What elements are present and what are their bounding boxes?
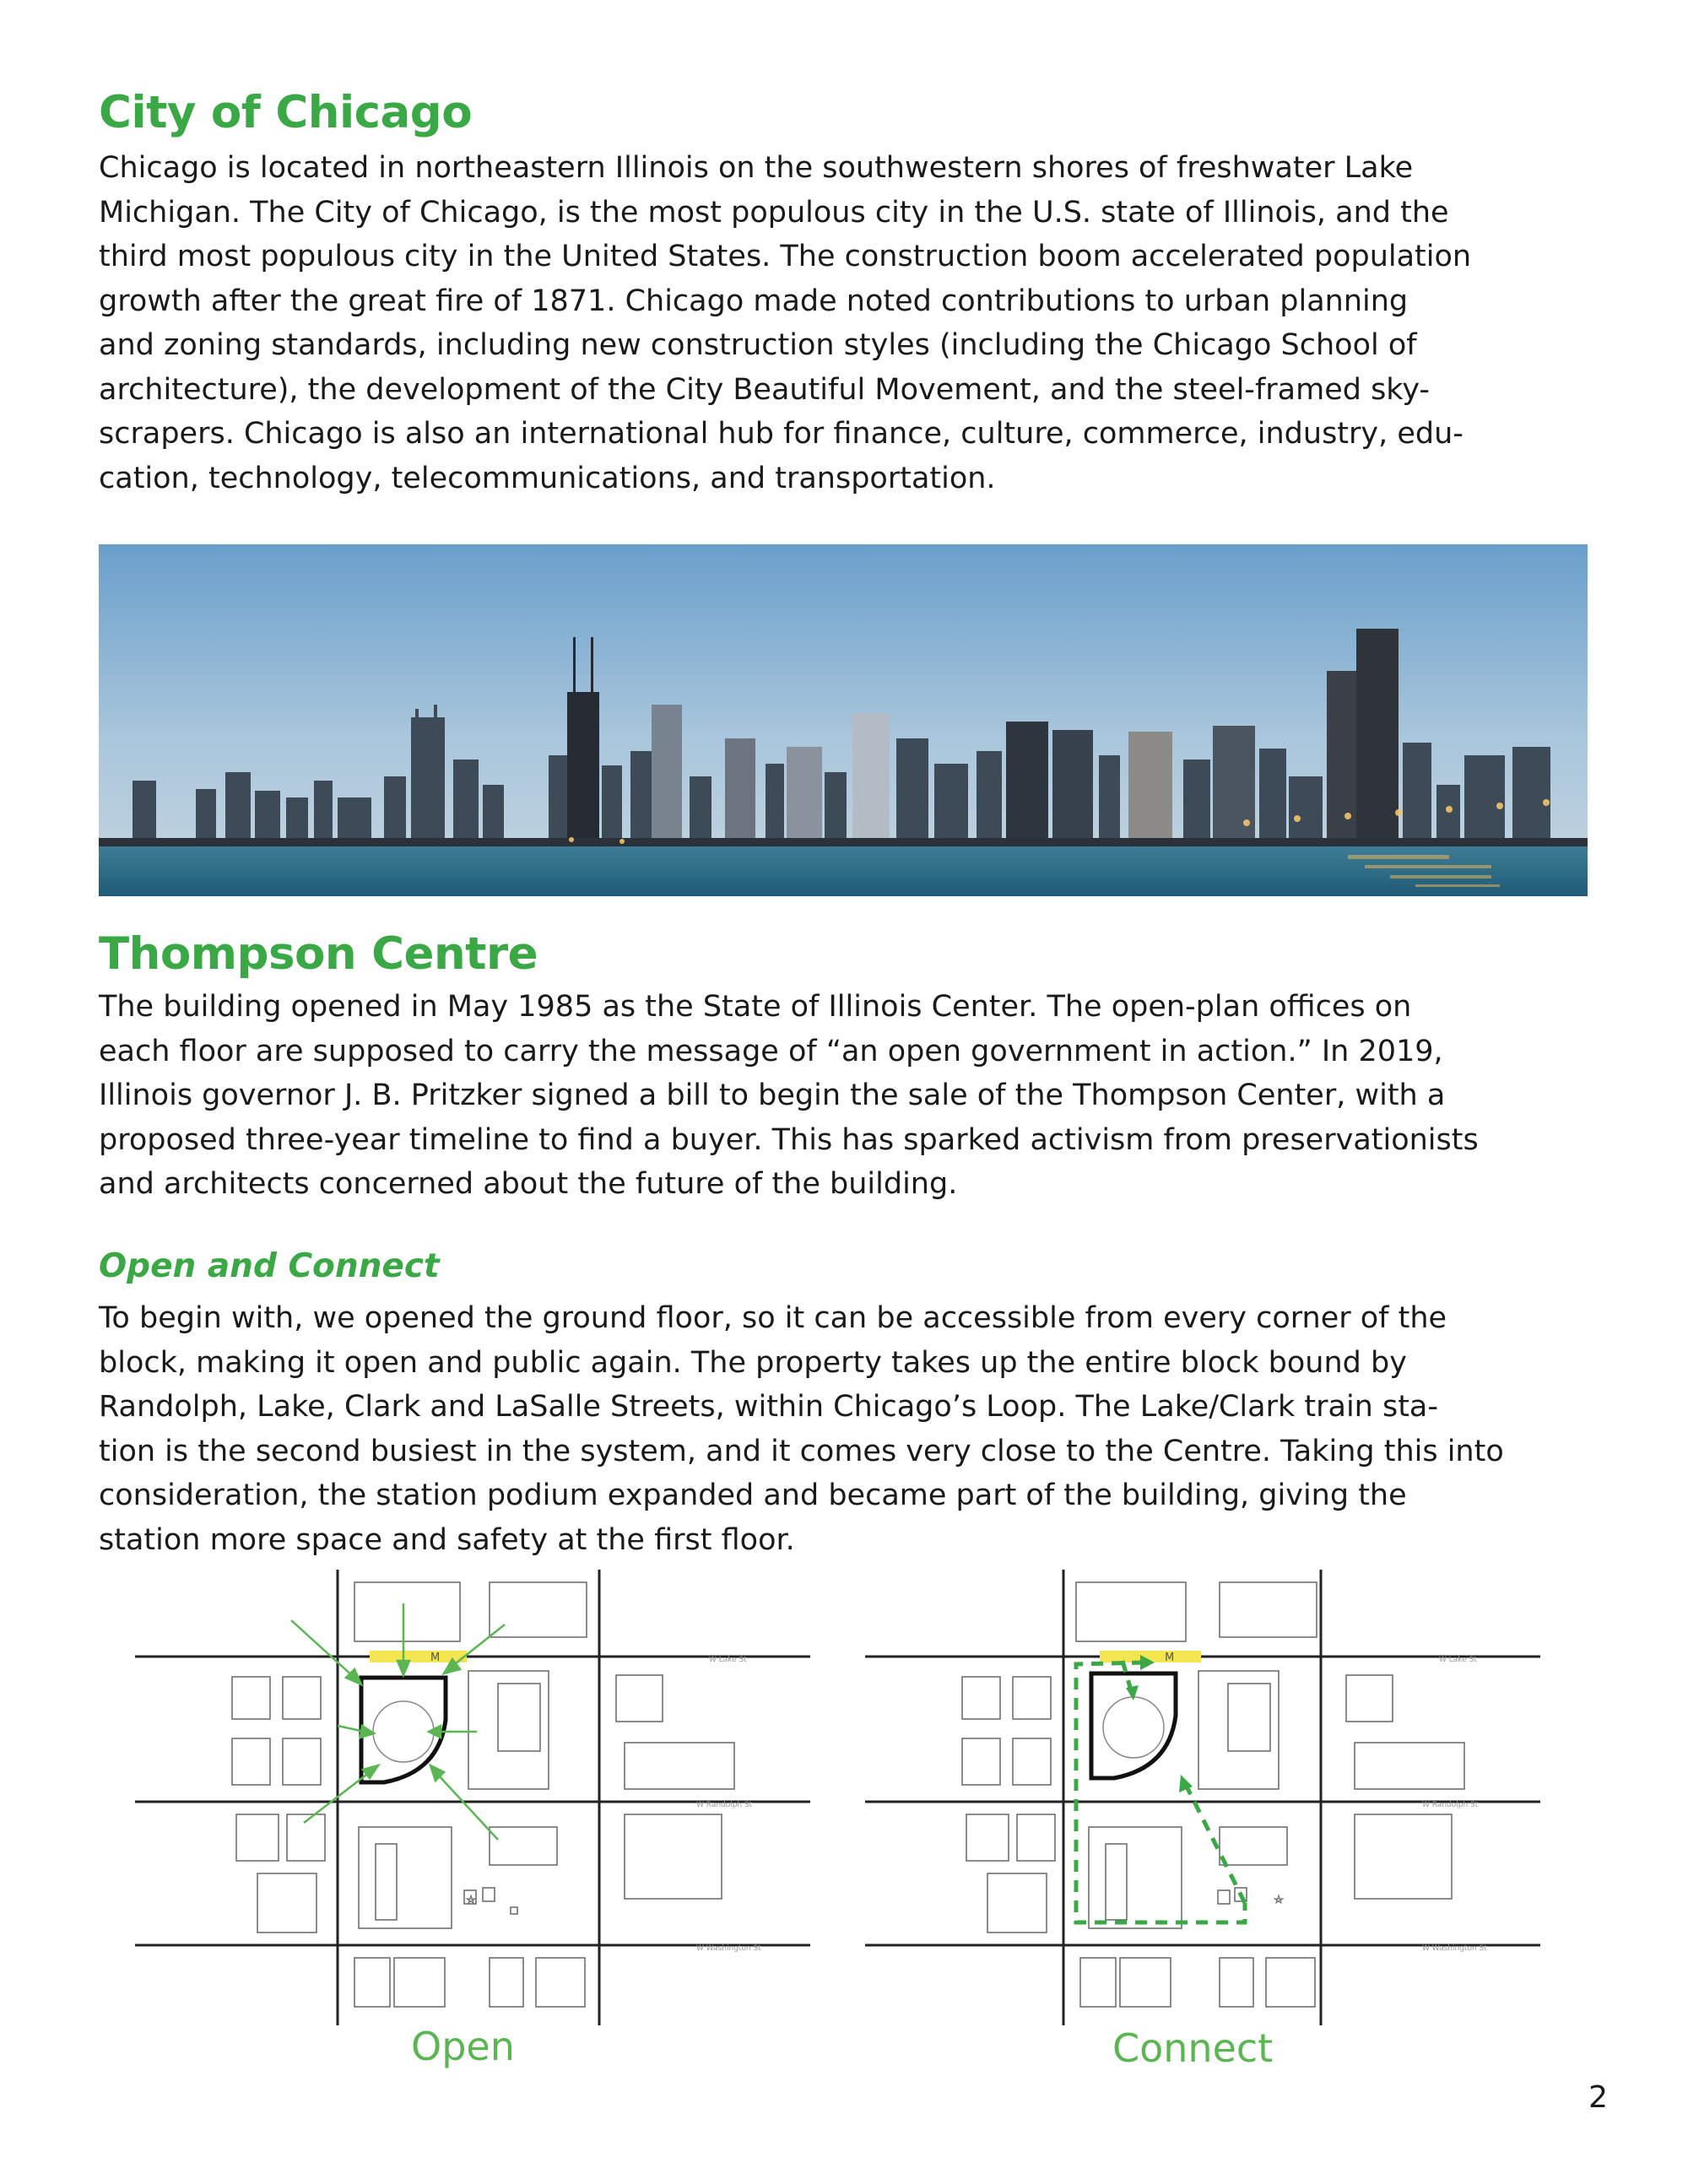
metro-station-marker: M: [430, 1652, 441, 1664]
street-label-randolph: W Randolph St: [696, 1801, 753, 1809]
street-label-randolph: W Randolph St: [1422, 1801, 1479, 1809]
connect-site-diagram: [865, 1570, 1540, 2025]
thompson-heading: Thompson Centre: [99, 928, 538, 980]
street-label-washington: W Washington St: [696, 1944, 761, 1953]
city-heading: City of Chicago: [99, 87, 473, 138]
connect-caption: Connect: [1112, 2025, 1274, 2071]
access-arrows: [291, 1603, 505, 1840]
open-connect-subheading: Open and Connect: [99, 1247, 440, 1285]
street-label-lake: W Lake St: [1439, 1656, 1477, 1664]
city-paragraph: Chicago is located in northeastern Illinois on the southwestern shores of freshwater Lake Michigan. The City of Chicago, is the most populous city in the U.S. state of Illinois, and the third most populous city in the United States. The construction boom accelerated population growth after the great fire of 1871. Chicago made noted contributions to urban planning and zoning standards, including new construction styles (including the Chicago School of architecture), the development of the City Beautiful Movement, and the steel-framed sky- scrapers. Chicago is also an international hub for finance, culture, commerce, industry, edu- cation, technology, telecommunications, and transportation.: [99, 151, 1472, 495]
rotunda-outline: [1103, 1697, 1164, 1758]
open-caption: Open: [411, 2024, 515, 2069]
open-site-diagram: [135, 1570, 810, 2025]
thompson-paragraph: The building opened in May 1985 as the State of Illinois Center. The open-plan offices on each floor are supposed to carry the message of “an open government in action.” In 2019, Illinois governor J. B. Pritzker signed a bill to begin the sale of the Thompson Center, with a proposed three-year timeline to find a buyer. This has sparked activism from preservationists and architects concerned about the future of the building.: [99, 990, 1479, 1201]
street-label-washington: W Washington St: [1422, 1944, 1487, 1953]
chicago-skyline-photo: [99, 544, 1588, 896]
rotunda-outline: [373, 1701, 434, 1762]
connection-path: [1076, 1661, 1245, 1922]
open-connect-paragraph: To begin with, we opened the ground floor, so it can be accessible from every corner of the block, making it open and public again. The property takes up the entire block bound by Randolph, Lake, Clark and LaSalle Streets, within Chicago’s Loop. The Lake/Clark train sta- tion is the second busiest in the system, and it comes very close to the Centre. Taking this into consideration, the station podium expanded and became part of the building, giving the station more space and safety at the first floor.: [99, 1301, 1504, 1557]
page-number: 2: [1588, 2080, 1608, 2115]
street-label-lake: W Lake St: [709, 1656, 747, 1664]
metro-station-marker: M: [1165, 1652, 1175, 1664]
